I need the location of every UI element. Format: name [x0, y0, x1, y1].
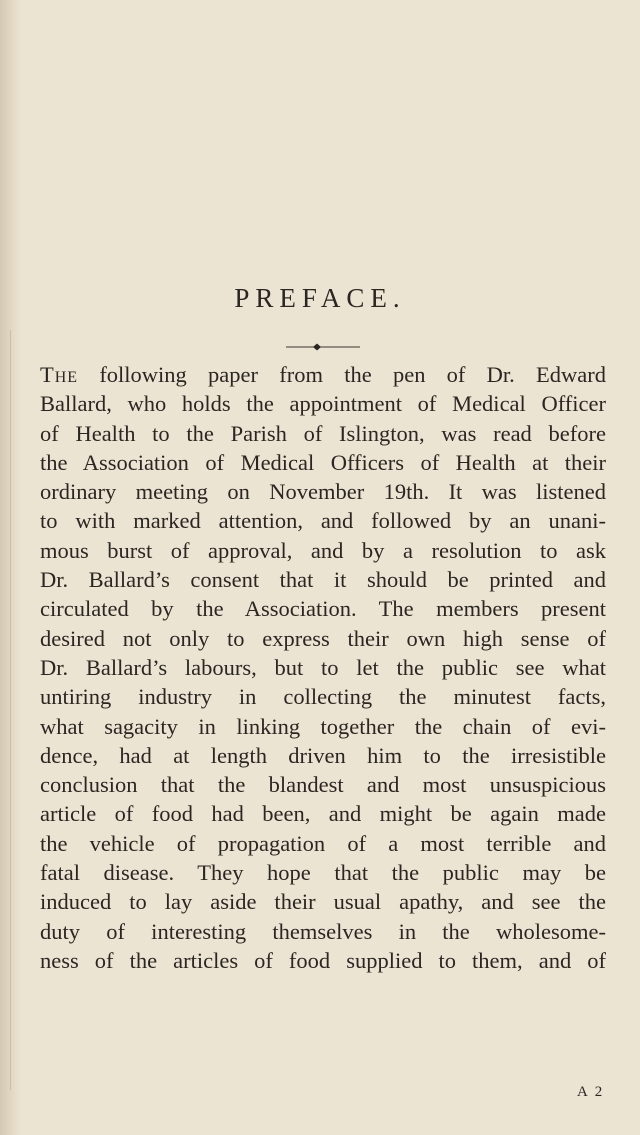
text-line: the vehicle of propagation of a most terrible and	[40, 830, 606, 856]
text-line: ordinary meeting on November 19th. It was listened	[40, 479, 606, 505]
text-line-rest: following paper from the pen of Dr. Edward	[78, 362, 606, 387]
text-line: ness of the articles of food supplied to them, and of	[40, 947, 606, 973]
text-line: Dr. Ballard’s consent that it should be printed and	[40, 567, 606, 593]
text-line: fatal disease. They hope that the public may be	[40, 860, 606, 886]
text-line: untiring industry in collecting the minutest facts,	[40, 684, 606, 710]
text-line: of Health to the Parish of Islington, was read before	[40, 420, 606, 446]
text-line: article of food had been, and might be again made	[40, 801, 606, 827]
text-line: dence, had at length driven him to the irresistible	[40, 742, 606, 768]
page-title: PREFACE.	[234, 283, 406, 313]
text-line: duty of interesting themselves in the wholesome-	[40, 918, 606, 944]
text-line: circulated by the Association. The members present	[40, 596, 606, 622]
preface-paragraph	[40, 360, 606, 975]
text-line: Ballard, who holds the appointment of Medical Officer	[40, 391, 606, 417]
page-gutter-shadow	[0, 0, 22, 1135]
text-line: conclusion that the blandest and most unsuspicious	[40, 772, 606, 798]
text-line: induced to lay aside their usual apathy, and see the	[40, 889, 606, 915]
drop-small-caps-word: The	[40, 362, 79, 387]
text-line: desired not only to express their own high sense of	[40, 625, 606, 651]
gutter-crease	[10, 330, 11, 1090]
text-line: to with marked attention, and followed by an unani-	[40, 508, 606, 534]
printer-signature-mark: A 2	[577, 1084, 605, 1100]
text-line: the Association of Medical Officers of Health at their	[40, 449, 606, 475]
text-line: Dr. Ballard’s labours, but to let the public see what	[40, 654, 606, 680]
text-line: what sagacity in linking together the chain of evi-	[40, 713, 606, 739]
diamond-rule-ornament	[286, 342, 360, 352]
text-line	[40, 360, 606, 389]
text-line: mous burst of approval, and by a resolution to ask	[40, 537, 606, 563]
